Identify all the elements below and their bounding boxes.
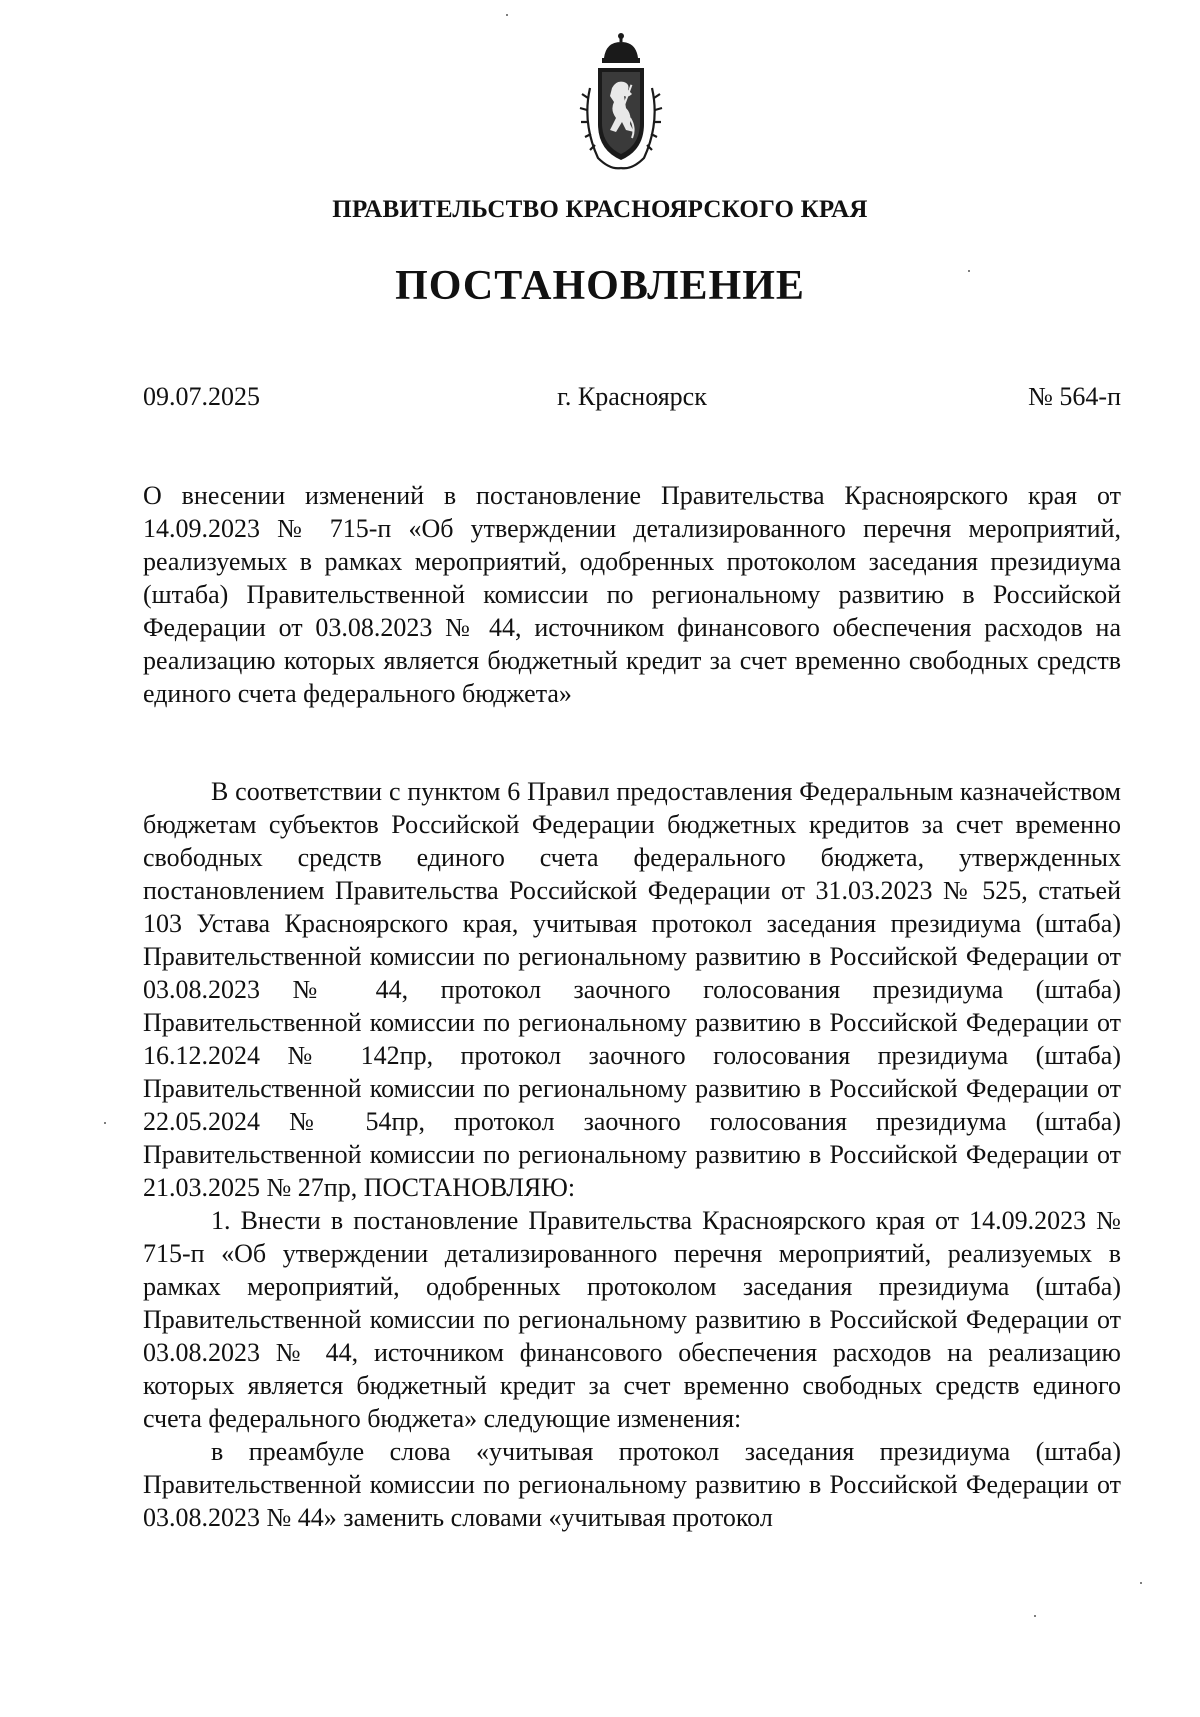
document-number: № 564-п — [1028, 382, 1121, 411]
amendment-paragraph: в преамбуле слова «учитывая протокол заседания президиума (штаба) Правительственной комиссии по региональному развитию в Российской Федерации от 03.08.2023 № 44» заменить словами «учитывая протокол — [143, 1437, 1121, 1532]
document-date: 09.07.2025 — [143, 382, 260, 411]
item-1-paragraph: 1. Внести в постановление Правительства Красноярского края от 14.09.2023 № 715-п «Об утверждении детализированного перечня мероприятий, реализуемых в рамках мероприятий, одобренных протоколом заседания президиума (штаба) Правительственной комиссии по региональному развитию в Российской Федерации от 03.08.2023 № 44, источником финансового обеспечения расходов на реализацию которых является бюджетный кредит за счет временно свободных средств единого счета федерального бюджета» следующие изменения: — [143, 1206, 1121, 1433]
scan-speck — [506, 14, 508, 16]
document-subject-title: О внесении изменений в постановление Правительства Красноярского края от 14.09.2023 № 715-п «Об утверждении детализированного перечня мероприятий, реализуемых в рамках мероприятий, одобренных протоколом заседания президиума (штаба) Правительственной комиссии по региональному развитию в Российской Федерации от 03.08.2023 № 44, источником финансового обеспечения расходов на реализацию которых является бюджетный кредит за счет временно свободных средств единого счета федерального бюджета» — [143, 481, 1121, 708]
coat-of-arms-icon — [576, 28, 666, 173]
scan-speck — [1140, 1582, 1142, 1584]
scan-speck — [968, 270, 970, 272]
document-type-title: ПОСТАНОВЛЕНИЕ — [395, 263, 805, 309]
document-body — [143, 775, 1121, 1534]
scan-speck — [104, 1122, 106, 1124]
preamble-paragraph: В соответствии с пунктом 6 Правил предоставления Федеральным казначейством бюджетам субъектов Российской Федерации бюджетных кредитов за счет временно свободных средств единого счета федерального бюджета, утвержденных постановлением Правительства Российской Федерации от 31.03.2023 № 525, статьей 103 Устава Красноярского края, учитывая протокол заседания президиума (штаба) Правительственной комиссии по региональному развитию в Российской Федерации от 03.08.2023 № 44, протокол заочного голосования президиума (штаба) Правительственной комиссии по региональному развитию в Российской Федерации от 16.12.2024 № 142пр, протокол заочного голосования президиума (штаба) Правительственной комиссии по региональному развитию в Российской Федерации от 22.05.2024 № 54пр, протокол заочного голосования президиума (штаба) Правительственной комиссии по региональному развитию в Российской Федерации от 21.03.2025 № 27пр, ПОСТАНОВЛЯЮ: — [143, 777, 1121, 1202]
scan-speck — [1034, 1615, 1036, 1617]
government-name: ПРАВИТЕЛЬСТВО КРАСНОЯРСКОГО КРАЯ — [332, 196, 868, 223]
document-meta-row — [143, 382, 1121, 416]
document-city: г. Красноярск — [557, 382, 707, 411]
